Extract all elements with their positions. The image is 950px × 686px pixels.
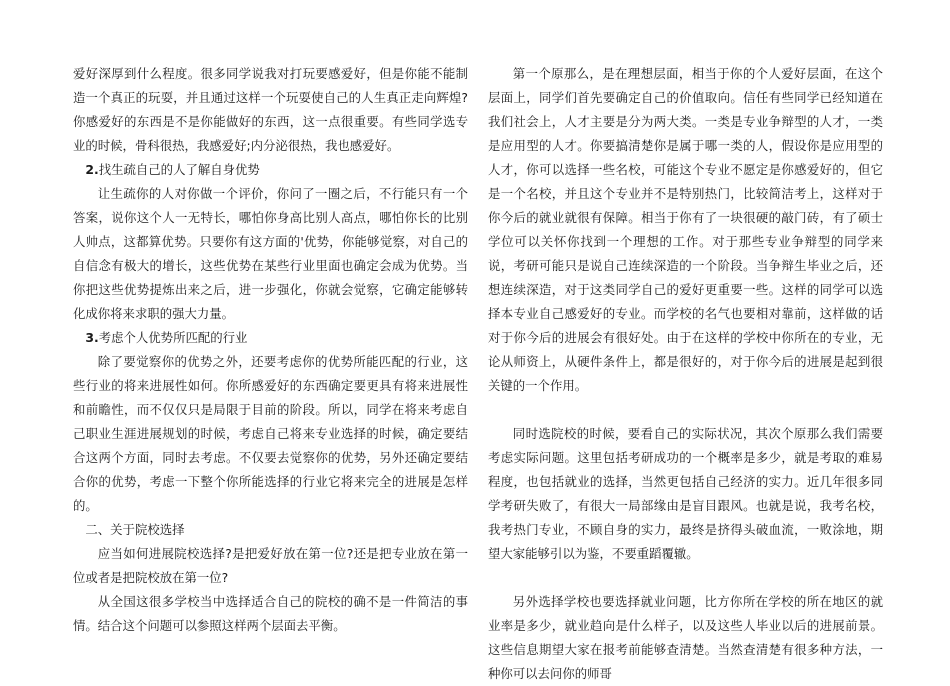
- paragraph-spacer: [488, 566, 883, 590]
- paragraph: 同时选院校的时候，要看自己的实际状况，其次个原那么我们需要考虑实际问题。这里包括考研成功的一个概率是多少，就是考取的难易程度，也包括就业的选择，当然更包括自己经济的实力。近几年很多同学考研失败了，有很大一局部缘由是盲目跟风。也就是说，我考名校，我考热门专业，不顾自身的实力，最终是挤得头破血流，一败涂地，期望大家能够引以为鉴，不要重蹈覆辙。: [488, 426, 883, 561]
- subheading: [73, 158, 468, 182]
- subheading: [73, 326, 468, 350]
- paragraph: 第一个原那么，是在理想层面，相当于你的个人爱好层面，在这个层面上，同学们首先要确定自己的价值取向。信任有些同学已经知道在我们社会上，人才主要是分为两大类。一类是专业争辩型的人才，一类是应用型的人才。你要搞清楚你是属于哪一类的人，假设你是应用型的人才，你可以选择一些名校，可能这个专业不愿定是你感爱好的，但它是一个名校，并且这个专业并不是特别热门，比较简洁考上，这样对于你今后的就业就很有保障。相当于你有了一块很硬的敲门砖，有了硕士学位可以关怀你找到一个理想的工作。对于那些专业争辩型的同学来说，考研可能只是说自己连续深造的一个阶段。当争辩生毕业之后，还想连续深造，对于这类同学自己的爱好更重要一些。这样的同学可以选择本专业自己感爱好的专业。而学校的名气也要相对靠前，这样做的话对于你今后的进展会有很好处。由于在这样的学校中你所在的专业，无论从师资上，从硬件条件上，都是很好的，对于你今后的进展是起到很关键的一个作用。: [488, 66, 883, 393]
- subheading-number: 2.: [85, 162, 99, 177]
- paragraph: 爱好深厚到什么程度。很多同学说我对打玩要感爱好，但是你能不能制造一个真正的玩耍，并且通过这样一个玩耍使自己的人生真正走向辉煌?你感爱好的东西是不是你能做好的东西，这一点很重要。有些同学选专业的时候，骨科很热，我感爱好;内分泌很热，我也感爱好。: [73, 66, 468, 153]
- section-heading: 二、关于院校选择: [85, 522, 185, 537]
- paragraph: 让生疏你的人对你做一个评价，你问了一圈之后，不行能只有一个答案，说你这个人一无特长，哪怕你身高比别人高点，哪怕你长的比别人帅点，这都算优势。只要你有这方面的'优势，你能够觉察，对自己的自信念有极大的增长，这些优势在某些行业里面也确定会成为优势。当你把这些优势提炼出来之后，进一步强化，你就会觉察，它确定能够转化成你将来求职的强大力量。: [73, 186, 468, 321]
- subheading-number: 3.: [85, 330, 99, 345]
- left-column: [73, 62, 468, 638]
- paragraph-spacer: [488, 398, 883, 422]
- paragraph: 另外选择学校也要选择就业问题，比方你所在学校的所在地区的就业率是多少，就业趋向是什么样子，以及这些人毕业以后的进展前景。这些信息期望大家在报考前能够查清楚。当然查清楚有很多种方法，一种你可以去问你的师哥: [488, 594, 883, 681]
- paragraph: 从全国这很多学校当中选择适合自己的院校的确不是一件简洁的事情。结合这个问题可以参照这样两个层面去平衡。: [73, 594, 468, 633]
- right-column: [488, 62, 883, 686]
- subheading-text: 考虑个人优势所匹配的行业: [98, 330, 248, 345]
- paragraph: 应当如何进展院校选择?是把爱好放在第一位?还是把专业放在第一位或者是把院校放在第一位?: [73, 546, 468, 585]
- subheading-text: 找生疏自己的人了解自身优势: [98, 162, 260, 177]
- paragraph: 除了要觉察你的优势之外，还要考虑你的优势所能匹配的行业，这些行业的将来进展性如何。你所感爱好的东西确定要更具有将来进展性和前瞻性，而不仅仅只是局限于目前的阶段。所以，同学在将来考虑自己职业生涯进展规划的时候，考虑自己将来专业选择的时候，确定要结合这两个方面，同时去考虑。不仅要去觉察你的优势，另外还确定要结合你的优势，考虑一下整个你所能选择的行业它将来完全的进展是怎样的。: [73, 354, 468, 513]
